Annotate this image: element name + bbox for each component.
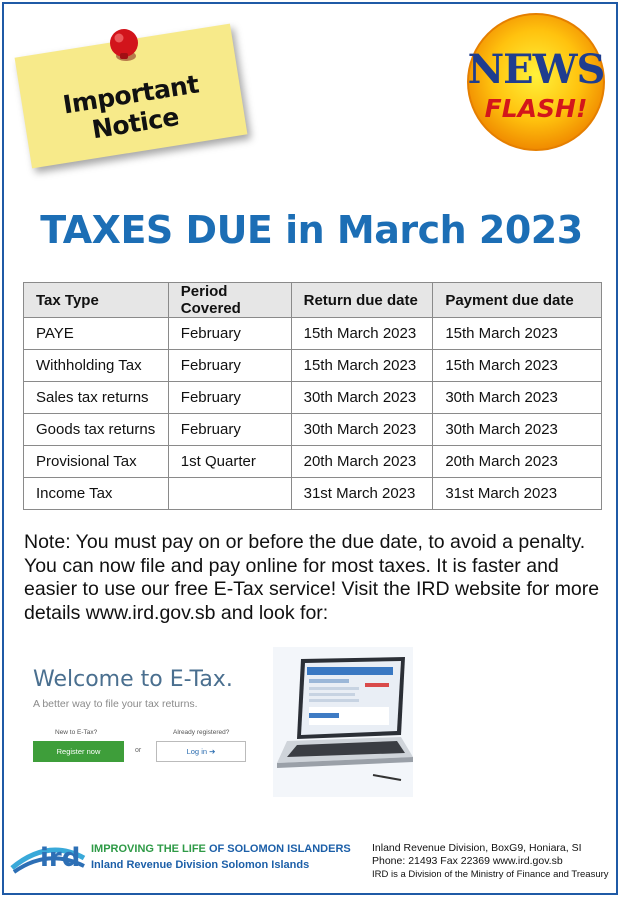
cell-tax-type: Income Tax xyxy=(24,478,169,510)
etax-new-label: New to E-Tax? xyxy=(55,729,98,736)
cell-return-date: 30th March 2023 xyxy=(291,382,433,414)
etax-already-label: Already registered? xyxy=(173,729,230,736)
footer-contact xyxy=(372,842,609,881)
table-row xyxy=(24,318,602,350)
news-flash-badge xyxy=(466,12,606,152)
table-row xyxy=(24,382,602,414)
etax-screenshot xyxy=(23,647,410,802)
cell-return-date: 30th March 2023 xyxy=(291,414,433,446)
tax-due-table xyxy=(23,282,602,510)
news-word: NEWS xyxy=(467,46,605,93)
flash-word: FLASH! xyxy=(484,94,588,123)
footer-phone: Phone: 21493 Fax 22369 www.ird.gov.sb xyxy=(372,855,563,867)
header-period-covered: Period Covered xyxy=(168,283,291,318)
footer-division: IRD is a Division of the Ministry of Finance and Treasury xyxy=(372,869,609,880)
tagline-part1: IMPROVING THE LIFE xyxy=(91,843,206,855)
etax-subtitle: A better way to file your tax returns. xyxy=(33,698,198,710)
cell-tax-type: Goods tax returns xyxy=(24,414,169,446)
etax-welcome-title: Welcome to E-Tax. xyxy=(33,667,233,692)
header-tax-type: Tax Type xyxy=(24,283,169,318)
footer-organization: Inland Revenue Division Solomon Islands xyxy=(91,859,310,871)
cell-tax-type: PAYE xyxy=(24,318,169,350)
cell-period xyxy=(168,478,291,510)
table-row xyxy=(24,478,602,510)
header-payment-due-date: Payment due date xyxy=(433,283,602,318)
cell-payment-date: 15th March 2023 xyxy=(433,350,602,382)
cell-period: February xyxy=(168,414,291,446)
cell-period: February xyxy=(168,318,291,350)
header-return-due-date: Return due date xyxy=(291,283,433,318)
ird-logo-text: ird xyxy=(40,843,81,873)
note-paragraph: Note: You must pay on or before the due date, to avoid a penalty. You can now file and pay online for most taxes. It is faster and easier to use our free E-Tax service! Visit the IRD website for more details www.ird.gov.sb and look for: xyxy=(24,531,600,624)
cell-period: February xyxy=(168,350,291,382)
cell-payment-date: 15th March 2023 xyxy=(433,318,602,350)
laptop-icon xyxy=(273,647,413,797)
push-pin-icon xyxy=(104,26,144,66)
table-row xyxy=(24,446,602,478)
table-row xyxy=(24,414,602,446)
log-in-button[interactable]: Log in ➔ xyxy=(156,741,246,762)
tagline-part2: OF SOLOMON ISLANDERS xyxy=(205,843,351,855)
ird-logo-icon xyxy=(10,828,86,874)
cell-tax-type: Provisional Tax xyxy=(24,446,169,478)
cell-return-date: 31st March 2023 xyxy=(291,478,433,510)
cell-period: 1st Quarter xyxy=(168,446,291,478)
important-notice-label: Important Notice xyxy=(60,69,201,145)
cell-return-date: 20th March 2023 xyxy=(291,446,433,478)
cell-payment-date: 20th March 2023 xyxy=(433,446,602,478)
table-header-row xyxy=(24,283,602,318)
table-row xyxy=(24,350,602,382)
page-title: TAXES DUE in March 2023 xyxy=(40,208,583,252)
etax-or-text: or xyxy=(135,747,142,754)
cell-payment-date: 30th March 2023 xyxy=(433,414,602,446)
cell-tax-type: Sales tax returns xyxy=(24,382,169,414)
cell-payment-date: 31st March 2023 xyxy=(433,478,602,510)
footer-address: Inland Revenue Division, BoxG9, Honiara, SI xyxy=(372,842,582,854)
footer-tagline xyxy=(91,843,351,855)
cell-period: February xyxy=(168,382,291,414)
cell-payment-date: 30th March 2023 xyxy=(433,382,602,414)
cell-tax-type: Withholding Tax xyxy=(24,350,169,382)
register-now-button[interactable]: Register now xyxy=(33,741,124,762)
cell-return-date: 15th March 2023 xyxy=(291,318,433,350)
cell-return-date: 15th March 2023 xyxy=(291,350,433,382)
